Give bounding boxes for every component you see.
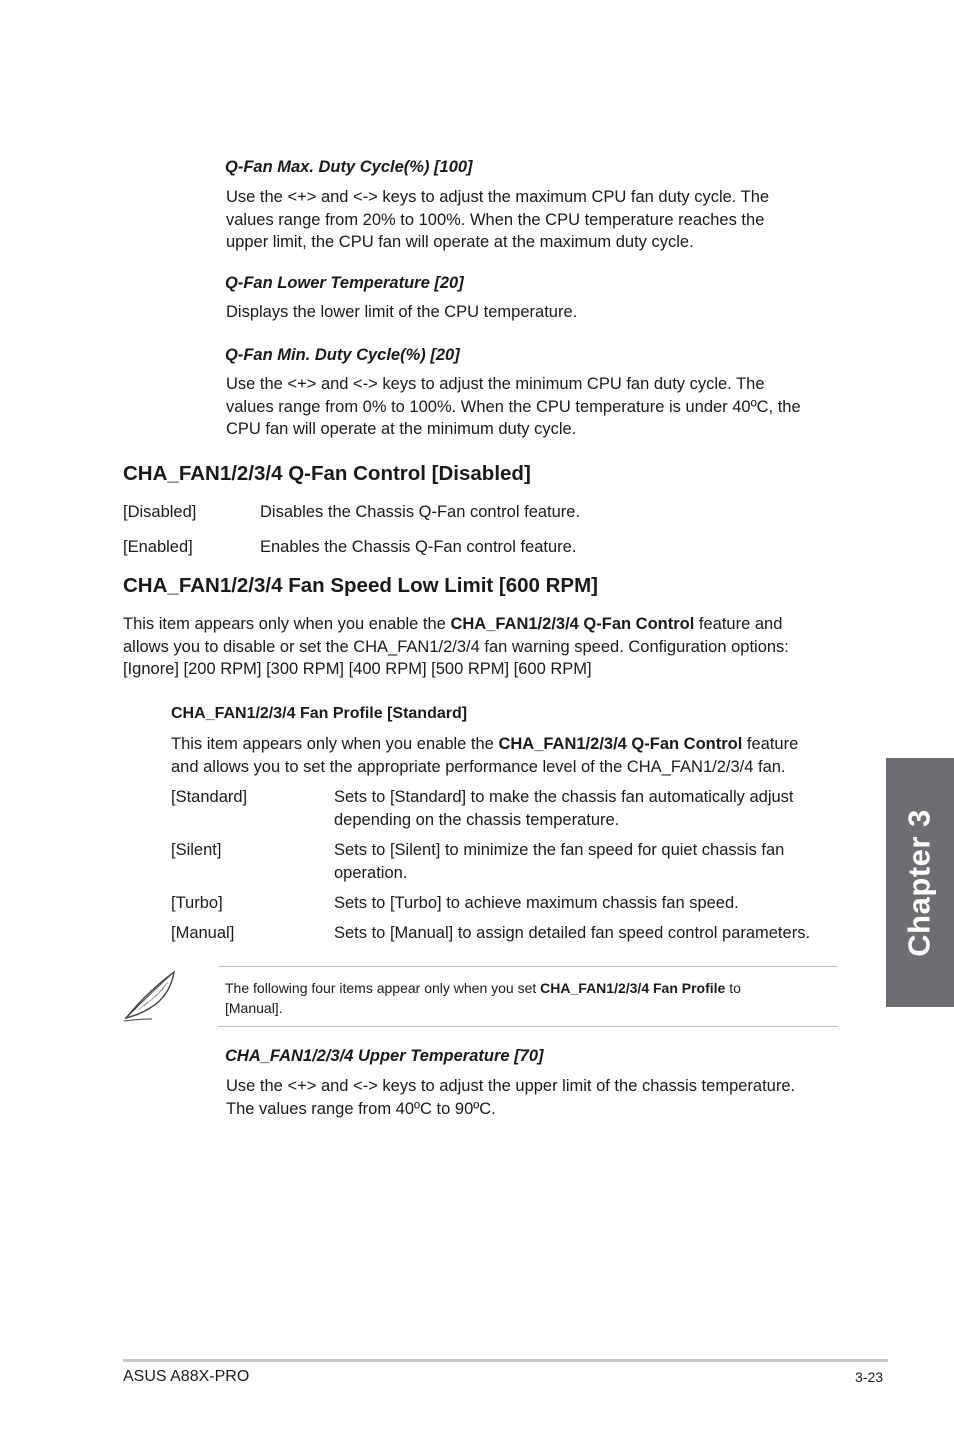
text-line: Displays the lower limit of the CPU temperature. xyxy=(226,303,578,321)
text-line: values range from 0% to 100%. When the CPU temperature is under 40ºC, the xyxy=(226,397,801,416)
text-line: allows you to disable or set the CHA_FAN1/2/3/4 fan warning speed. Configuration options: xyxy=(123,637,789,656)
text-line: [Ignore] [200 RPM] [300 RPM] [400 RPM] [500 RPM] [600 RPM] xyxy=(123,660,592,678)
option-key: [Silent] xyxy=(171,841,222,859)
text-line: Use the <+> and <-> keys to adjust the upper limit of the chassis temperature. xyxy=(226,1077,796,1095)
option-key: [Disabled] xyxy=(123,503,197,521)
option-desc: Sets to [Manual] to assign detailed fan speed control parameters. xyxy=(334,924,811,942)
text-run: feature and xyxy=(694,615,783,633)
cha-profile-desc xyxy=(171,733,798,778)
cha-upper-title: CHA_FAN1/2/3/4 Upper Temperature [70] xyxy=(225,1047,544,1065)
max-duty-desc xyxy=(226,186,769,254)
text-run: feature xyxy=(742,735,799,753)
text-line: upper limit, the CPU fan will operate at the maximum duty cycle. xyxy=(226,233,694,251)
text-line xyxy=(171,733,798,756)
note-bottom-rule xyxy=(218,1026,838,1027)
text-line: Use the <+> and <-> keys to adjust the maximum CPU fan duty cycle. The xyxy=(226,188,770,206)
text-line: Sets to [Standard] to make the chassis fan automatically adjust xyxy=(334,788,794,806)
note-top-rule xyxy=(218,966,838,967)
max-duty-title: Q-Fan Max. Duty Cycle(%) [100] xyxy=(225,158,473,176)
cha-speed-heading: CHA_FAN1/2/3/4 Fan Speed Low Limit [600 RPM] xyxy=(123,574,599,597)
option-key: [Manual] xyxy=(171,924,235,942)
option-key: [Turbo] xyxy=(171,894,223,912)
note-text xyxy=(225,978,741,1018)
min-duty-desc xyxy=(226,373,801,441)
lower-temp-desc xyxy=(226,301,577,324)
option-key: [Enabled] xyxy=(123,538,193,556)
text-line xyxy=(123,613,789,636)
text-line: values range from 20% to 100%. When the CPU temperature reaches the xyxy=(226,210,765,229)
chapter-tab-label: Chapter 3 xyxy=(902,808,938,957)
cha-upper-desc xyxy=(226,1075,795,1120)
text-run: This item appears only when you enable the xyxy=(171,735,499,753)
text-run: to xyxy=(725,980,741,996)
footer-rule xyxy=(123,1359,888,1362)
chapter-tab xyxy=(886,758,954,1007)
option-desc: Disables the Chassis Q-Fan control feature. xyxy=(260,503,581,521)
cha-qfan-heading: CHA_FAN1/2/3/4 Q-Fan Control [Disabled] xyxy=(123,462,531,485)
text-line: Sets to [Silent] to minimize the fan speed for quiet chassis fan xyxy=(334,841,785,859)
option-desc: Sets to [Turbo] to achieve maximum chassis fan speed. xyxy=(334,894,739,912)
lower-temp-title: Q-Fan Lower Temperature [20] xyxy=(225,274,464,292)
option-desc xyxy=(334,786,794,831)
text-line: The values range from 40ºC to 90ºC. xyxy=(226,1099,496,1118)
text-line: CPU fan will operate at the minimum duty cycle. xyxy=(226,420,577,438)
text-line: operation. xyxy=(334,863,408,882)
text-bold: CHA_FAN1/2/3/4 Q-Fan Control xyxy=(450,615,695,633)
text-line: and allows you to set the appropriate performance level of the CHA_FAN1/2/3/4 fan. xyxy=(171,757,786,776)
cha-profile-title: CHA_FAN1/2/3/4 Fan Profile [Standard] xyxy=(171,705,468,722)
text-line: Use the <+> and <-> keys to adjust the minimum CPU fan duty cycle. The xyxy=(226,375,765,393)
text-line: depending on the chassis temperature. xyxy=(334,810,620,829)
text-line: [Manual]. xyxy=(225,1000,283,1016)
option-desc: Enables the Chassis Q-Fan control feature. xyxy=(260,538,577,556)
text-run: The following four items appear only when you set xyxy=(225,980,541,996)
option-desc xyxy=(334,839,784,884)
text-bold: CHA_FAN1/2/3/4 Fan Profile xyxy=(540,980,726,996)
option-key: [Standard] xyxy=(171,788,248,806)
footer-product: ASUS A88X-PRO xyxy=(123,1368,250,1385)
page-number: 3-23 xyxy=(855,1369,884,1385)
text-line xyxy=(225,978,741,998)
text-bold: CHA_FAN1/2/3/4 Q-Fan Control xyxy=(498,735,743,753)
min-duty-title: Q-Fan Min. Duty Cycle(%) [20] xyxy=(225,346,460,364)
feather-pen-icon xyxy=(120,966,182,1024)
cha-speed-desc xyxy=(123,613,789,681)
text-run: This item appears only when you enable the xyxy=(123,615,451,633)
